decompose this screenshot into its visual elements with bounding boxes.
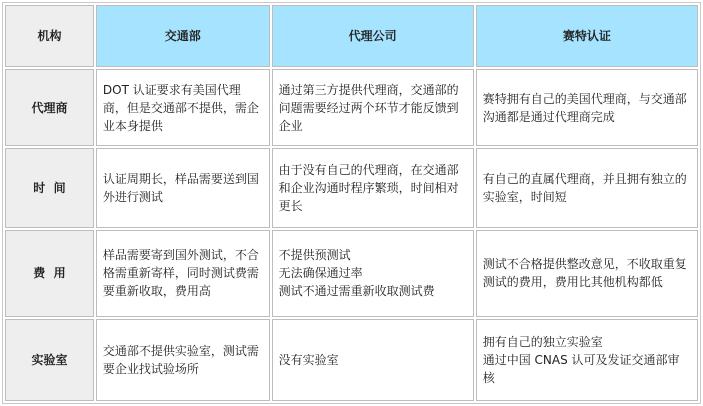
table-cell: 由于没有自己的代理商，在交通部和企业沟通时程序繁琐，时间相对更长 <box>272 148 474 228</box>
table-row <box>5 69 698 145</box>
table-cell: 没有实验室 <box>272 319 474 401</box>
header-row <box>5 5 698 67</box>
table-row <box>5 148 698 228</box>
table-cell: 通过第三方提供代理商，交通部的问题需要经过两个环节才能反馈到企业 <box>272 69 474 145</box>
table-cell: 不提供预测试 无法确保通过率 测试不通过需重新收取测试费 <box>272 230 474 316</box>
table-cell: 赛特拥有自己的美国代理商，与交通部沟通都是通过代理商完成 <box>476 69 698 145</box>
header-cell-dot: 交通部 <box>96 5 270 67</box>
row-label: 实验室 <box>5 319 94 401</box>
header-cell-agency: 代理公司 <box>272 5 474 67</box>
table-cell: DOT 认证要求有美国代理商，但是交通部不提供，需企业本身提供 <box>96 69 270 145</box>
table-cell: 认证周期长，样品需要送到国外进行测试 <box>96 148 270 228</box>
row-label: 费 用 <box>5 230 94 316</box>
table-cell: 交通部不提供实验室，测试需要企业找试验场所 <box>96 319 270 401</box>
row-label: 代理商 <box>5 69 94 145</box>
header-cell-saite: 赛特认证 <box>476 5 698 67</box>
table-cell: 样品需要寄到国外测试，不合格需重新寄样，同时测试费需要重新收取，费用高 <box>96 230 270 316</box>
table-row <box>5 319 698 401</box>
table-cell: 测试不合格提供整改意见，不收取重复测试的费用，费用比其他机构都低 <box>476 230 698 316</box>
table-row <box>5 230 698 316</box>
header-cell-institution: 机构 <box>5 5 94 67</box>
comparison-table <box>2 2 701 404</box>
table-cell: 有自己的直属代理商，并且拥有独立的实验室，时间短 <box>476 148 698 228</box>
row-label: 时 间 <box>5 148 94 228</box>
table-cell: 拥有自己的独立实验室 通过中国 CNAS 认可及发证交通部审核 <box>476 319 698 401</box>
